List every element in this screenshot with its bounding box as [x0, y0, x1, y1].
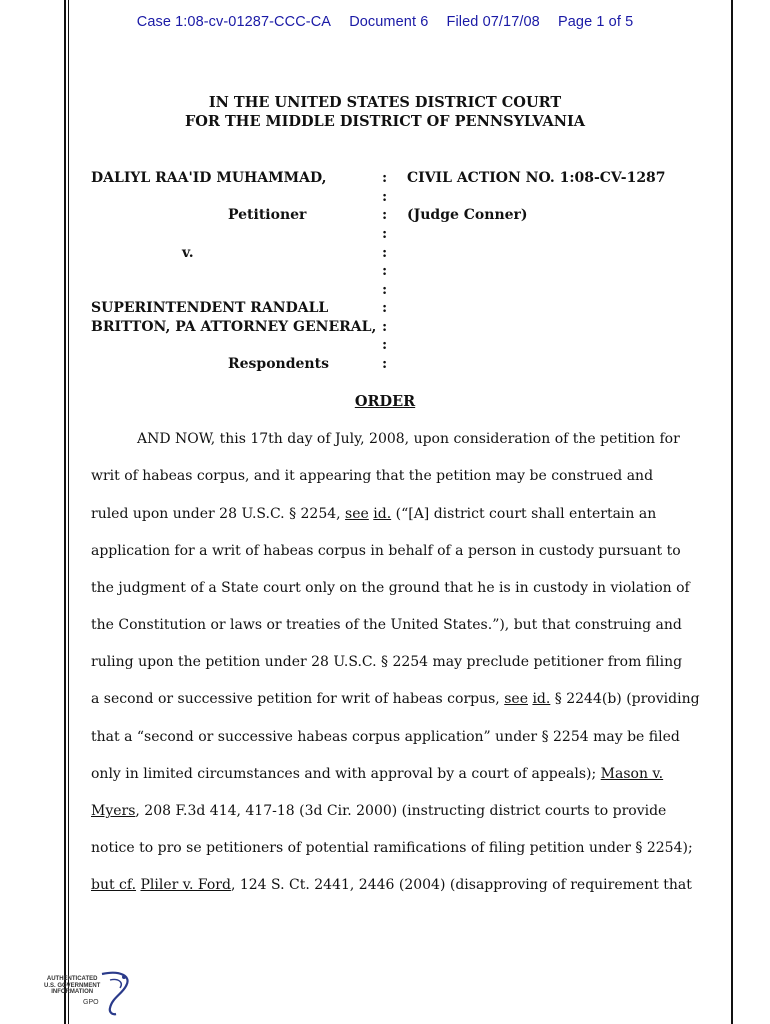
judge-name: (Judge Conner) — [407, 207, 528, 223]
caption-colon: : — [382, 356, 388, 372]
respondent-line2: BRITTON, PA ATTORNEY GENERAL, — [91, 319, 377, 335]
caption-colon: : — [382, 226, 388, 242]
caption-colon: : — [382, 337, 388, 353]
right-margin-rule — [731, 0, 733, 1024]
seal-gpo-label: GPO — [83, 999, 99, 1006]
seal-text: AUTHENTICATED U.S. GOVERNMENT INFORMATION — [44, 976, 101, 995]
order-line-12: notice to pro se petitioners of potential ramifications of filing petition under § 2254); — [91, 840, 693, 856]
order-line-8: a second or successive petition for writ of habeas corpus, see id. § 2244(b) (providing — [91, 691, 700, 707]
respondent-line1: SUPERINTENDENT RANDALL — [91, 300, 329, 316]
order-title: ORDER — [354, 393, 416, 410]
caption-colon: : — [382, 189, 388, 205]
court-title-line1: IN THE UNITED STATES DISTRICT COURT — [208, 94, 562, 111]
order-line-4: application for a writ of habeas corpus in behalf of a person in custody pursuant to — [91, 543, 681, 559]
court-title-line2: FOR THE MIDDLE DISTRICT OF PENNSYLVANIA — [184, 113, 586, 130]
respondent-role: Respondents — [228, 356, 329, 372]
civil-action-number: CIVIL ACTION NO. 1:08-CV-1287 — [407, 170, 666, 186]
order-line-3: ruled upon under 28 U.S.C. § 2254, see id. (“[A] district court shall entertain an — [91, 506, 657, 522]
order-line-1: AND NOW, this 17th day of July, 2008, upon consideration of the petition for — [137, 431, 680, 447]
case-name-myers: Myers — [91, 803, 136, 819]
petitioner-name: DALIYL RAA'ID MUHAMMAD, — [91, 170, 327, 186]
versus: v. — [182, 245, 194, 261]
page-indicator: Page 1 of 5 — [557, 14, 634, 30]
caption-colon: : — [382, 263, 388, 279]
caption-colon: : — [382, 207, 388, 223]
citation-signal-but-cf: but cf. — [91, 877, 137, 893]
caption-colon: : — [382, 282, 388, 298]
order-line-10: only in limited circumstances and with approval by a court of appeals); Mason v. — [91, 766, 664, 782]
caption-colon: : — [382, 245, 388, 261]
citation-signal-see: see — [504, 691, 528, 707]
caption-colon: : — [382, 300, 388, 316]
citation-id: id. — [532, 691, 551, 707]
order-line-9: that a “second or successive habeas corpus application” under § 2254 may be filed — [91, 729, 680, 745]
order-line-13: but cf. Pliler v. Ford, 124 S. Ct. 2441, 2446 (2004) (disapproving of requirement that — [91, 877, 692, 893]
citation-signal-see: see — [345, 506, 369, 522]
left-margin-rule-inner — [68, 0, 69, 1024]
caption-colon: : — [382, 319, 388, 335]
left-margin-rule-outer — [64, 0, 66, 1024]
order-line-5: the judgment of a State court only on the ground that he is in custody in violation of — [91, 580, 690, 596]
case-name-pliler: Pliler v. Ford — [140, 877, 231, 893]
document-number: Document 6 — [349, 14, 429, 30]
gpo-authentication-seal — [40, 968, 140, 1016]
order-line-11: Myers, 208 F.3d 414, 417-18 (3d Cir. 2000) (instructing district courts to provide — [91, 803, 667, 819]
petitioner-role: Petitioner — [228, 207, 307, 223]
citation-id: id. — [373, 506, 392, 522]
filing-header — [0, 14, 770, 30]
order-line-2: writ of habeas corpus, and it appearing that the petition may be construed and — [91, 468, 654, 484]
caption-colon: : — [382, 170, 388, 186]
case-name-mason: Mason v. — [600, 766, 664, 782]
order-line-6: the Constitution or laws or treaties of the United States.”), but that construing and — [91, 617, 682, 633]
filed-date: Filed 07/17/08 — [446, 14, 540, 30]
case-number: Case 1:08-cv-01287-CCC-CA — [136, 14, 332, 30]
order-line-7: ruling upon the petition under 28 U.S.C. § 2254 may preclude petitioner from filing — [91, 654, 683, 670]
